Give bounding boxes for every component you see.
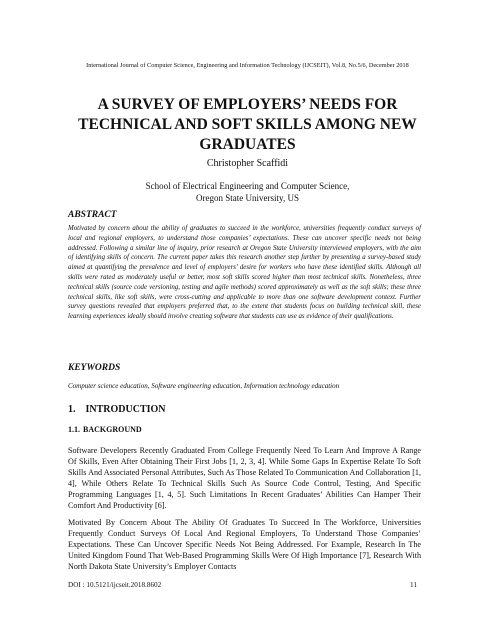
title-line: GRADUATES bbox=[199, 136, 296, 153]
body-paragraph: Motivated By Concern About The Ability Of Graduates To Succeed In The Workforce, Universities Frequently Conduct Surveys Of Local And Regional Employers, To Understand Those Companies’ Expectations. These Can Uncover Specific Needs Not Being Addressed. For Example, Research In The United Kingdom Found That Web-Based Programming Skills Were Of High Importance [7], Research With North Dakota State University’s Employer Contacts bbox=[68, 518, 421, 571]
author-name: Christopher Scaffidi bbox=[206, 158, 289, 169]
keywords-heading: KEYWORDS bbox=[68, 363, 121, 373]
author-affiliation bbox=[0, 180, 495, 204]
title-line: TECHNICAL AND SOFT SKILLS AMONG NEW bbox=[78, 116, 417, 133]
footer-doi: DOI : 10.5121/ijcseit.2018.8602 bbox=[68, 581, 162, 589]
section-number: 1. bbox=[68, 404, 76, 415]
title-line: A SURVEY OF EMPLOYERS’ NEEDS FOR bbox=[97, 96, 398, 113]
paper-title bbox=[60, 95, 435, 155]
subsection-title: BACKGROUND bbox=[83, 425, 142, 434]
keywords-text: Computer science education, Software engineering education, Information technology education bbox=[68, 382, 340, 390]
abstract-text: Motivated by concern about the ability of graduates to succeed in the workforce, universities frequently conduct surveys of local and regional employers, to understand those companies’ expectations. These can uncover specific needs not being addressed. Following a similar line of inquiry, prior research at Oregon State University interviewed employers, with the aim of identifying skills of concern. The current paper takes this research another step further by presenting a survey-based study aimed at quantifying the prevalence and level of employers’ desire for workers who have these identified skills. Although all skills were rated as moderately useful or better, most soft skills scored higher than most technical skills. Nonetheless, three technical skills (source code versioning, testing and agile methods) scored approximately as well as the soft skills; these three technical skills, like soft skills, were cross-cutting and applicable to more than one software development context. Further survey questions revealed that employers preferred that, to the extent that students focus on building technical skill, these learning experiences ideally should involve creating software that students can use as evidence of their qualifications. bbox=[68, 225, 421, 321]
affiliation-line: Oregon State University, US bbox=[196, 193, 299, 203]
affiliation-line: School of Electrical Engineering and Computer Science, bbox=[145, 181, 350, 191]
footer-page-number: 11 bbox=[410, 581, 417, 589]
body-paragraph: Software Developers Recently Graduated From College Frequently Need To Learn And Improve A Range Of Skills, Even After Obtaining Their First Jobs [1, 2, 3, 4]. While Some Gaps In Expertise Relate To Soft Skills And Associated Personal Attributes, Such As Those Related To Communication And Collaboration [1, 4], While Others Relate To Technical Skills Such As Source Code Control, Testing, And Specific Programming Languages [1, 4, 5]. Such Limitations In Recent Graduates’ Abilities Can Hamper Their Comfort And Productivity [6]. bbox=[68, 446, 421, 510]
running-header: International Journal of Computer Science, Engineering and Information Technology (IJCSEIT), Vol.8, No.5/6, December 2018 bbox=[86, 62, 409, 69]
section-heading-introduction bbox=[68, 404, 166, 415]
abstract-heading: ABSTRACT bbox=[68, 210, 117, 220]
section-title: INTRODUCTION bbox=[85, 404, 166, 415]
subsection-number: 1.1. bbox=[68, 425, 80, 434]
subsection-heading-background bbox=[68, 425, 142, 434]
